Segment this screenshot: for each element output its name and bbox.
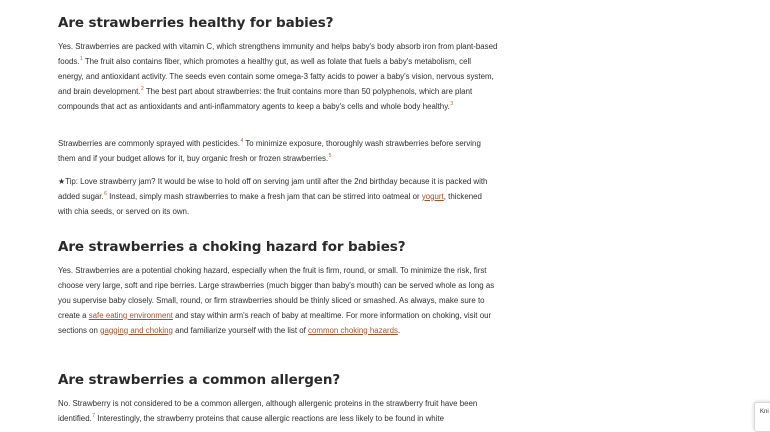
- inline-link[interactable]: gagging and choking: [100, 325, 173, 335]
- footnote-ref[interactable]: 1: [80, 55, 83, 62]
- footnote-ref[interactable]: 3: [450, 100, 454, 107]
- paragraph: [58, 40, 498, 115]
- text-run: To minimize exposure, thoroughly wash strawberries before serving them and if your budget allows for it, buy organic fresh or frozen strawberries.: [58, 139, 481, 163]
- corner-widget[interactable]: [754, 402, 770, 432]
- paragraph: [58, 264, 498, 339]
- inline-link[interactable]: common choking hazards: [308, 325, 398, 335]
- section-heading: Are strawberries a choking hazard for babies?: [58, 239, 406, 255]
- corner-widget-label: Kni: [760, 409, 769, 415]
- text-run: , thickened with chia seeds, or served on its own.: [58, 191, 482, 216]
- text-run: ★Tip: Love strawberry jam? It would be wise to hold off on serving jam until after the 2nd birthday because it is packed with added sugar.: [58, 177, 488, 201]
- footnote-ref[interactable]: 2: [140, 85, 144, 92]
- text-run: The best part about strawberries: the fruit contains more than 50 polyphenols, which are plant compounds that act as antioxidants and anti-inflammatory agents to keep a baby's cells and whole body healthy.: [58, 86, 473, 111]
- section-heading: Are strawberries healthy for babies?: [58, 15, 334, 31]
- footnote-ref[interactable]: 5: [328, 152, 332, 159]
- text-run: Instead, simply mash strawberries to make a fresh jam that can be stirred into oatmeal or: [106, 191, 422, 201]
- footnote-ref[interactable]: 7: [92, 412, 96, 419]
- text-run: No. Strawberry is not considered to be a common allergen, although allergenic proteins in the strawberry fruit have been identified.: [58, 399, 478, 423]
- footnote-ref[interactable]: 4: [240, 138, 244, 144]
- tip-paragraph: [58, 175, 498, 220]
- text-run: Yes. Strawberries are packed with vitamin C, which strengthens immunity and helps baby's body absorb iron from plant-based foods.: [58, 42, 498, 66]
- text-run: Interestingly, the strawberry proteins that cause allergic reactions are less likely to be found in white: [95, 413, 445, 423]
- text-run: The fruit also contains fiber, which promotes a healthy gut, as well as folate that fuels a baby's metabolism, cell energy, and antioxidant activity. The seeds even contain some omega-3 fatty acids to power a baby's vision, nervous system, and brain development.: [58, 56, 494, 96]
- inline-link[interactable]: safe eating environment: [88, 310, 173, 320]
- text-run: Strawberries are commonly sprayed with pesticides.: [58, 139, 240, 148]
- paragraph: [58, 137, 498, 167]
- section-heading: Are strawberries a common allergen?: [58, 372, 341, 388]
- inline-link[interactable]: yogurt: [421, 191, 444, 201]
- footnote-ref[interactable]: 6: [104, 190, 107, 197]
- text-run: Yes. Strawberries are a potential choking hazard, especially when the fruit is firm, round, or small. To minimize the risk, first choose very large, soft and ripe berries. Large strawberries (much bigger than baby's mouth) can be served whole as long as you supervise baby closely. Small, round, or firm strawberries should be thinly sliced or smashed. As always, make sure to create a: [58, 266, 495, 320]
- paragraph: [58, 397, 498, 427]
- text-run: .: [397, 325, 401, 335]
- text-run: and stay within arm's reach of baby at mealtime. For more information on choking, visit our sections on: [58, 310, 492, 335]
- text-run: and familiarize yourself with the list of: [172, 325, 309, 335]
